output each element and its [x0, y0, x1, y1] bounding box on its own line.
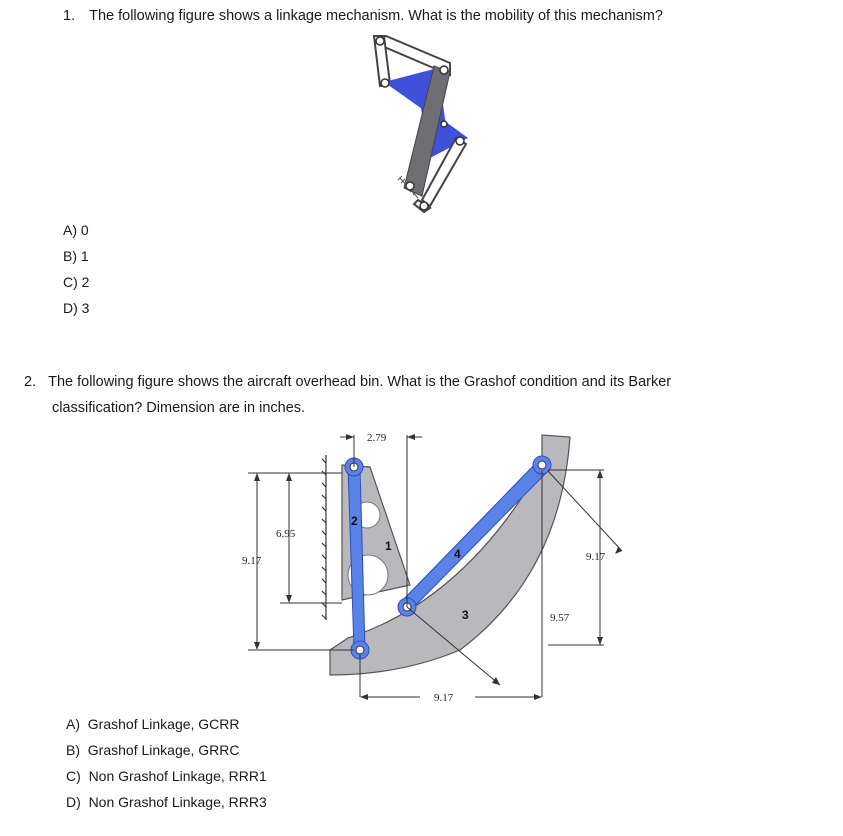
ground-hatch-wall: [322, 455, 326, 620]
link-label-1: 1: [385, 539, 392, 553]
question-1-prompt: The following figure shows a linkage mechanism. What is the mobility of this mechanism?: [89, 8, 663, 24]
dim-bottom: 9.17: [434, 692, 454, 704]
question-2-prompt-line1: The following figure shows the aircraft overhead bin. What is the Grashof condition and its Barker: [48, 374, 672, 390]
link-label-2: 2: [351, 514, 358, 528]
dim-left-inner: 6.95: [276, 528, 296, 540]
dim-left-outer: 9.17: [242, 555, 262, 567]
q2-option-b-letter: B): [66, 742, 80, 758]
question-2-text-line1: [24, 374, 671, 390]
q2-option-d-letter: D): [66, 794, 81, 810]
aircraft-overhead-bin-figure: [230, 425, 650, 715]
link-label-3: 3: [462, 608, 469, 622]
question-2-prompt-line2: classification? Dimension are in inches.: [52, 400, 306, 416]
q2-option-a[interactable]: [66, 716, 267, 742]
q2-option-b-text: Grashof Linkage, GRRC: [87, 742, 240, 758]
q2-option-b[interactable]: [66, 742, 267, 768]
question-1-options: [63, 222, 89, 326]
q2-option-d[interactable]: [66, 794, 267, 820]
question-2-number: 2.: [24, 374, 37, 390]
q1-option-a[interactable]: A) 0: [63, 222, 89, 238]
q1-option-b[interactable]: B) 1: [63, 248, 89, 264]
q2-option-a-letter: A): [66, 716, 80, 732]
q2-option-d-text: Non Grashof Linkage, RRR3: [88, 794, 267, 810]
q1-option-c[interactable]: C) 2: [63, 274, 90, 290]
link-label-4: 4: [454, 547, 461, 561]
dim-right-upper: 9.17: [586, 551, 606, 563]
q1-option-d[interactable]: D) 3: [63, 300, 90, 316]
linkage-mechanism-figure: [350, 28, 480, 218]
dim-right-lower: 9.57: [550, 612, 570, 624]
q2-option-c-text: Non Grashof Linkage, RRR1: [88, 768, 267, 784]
q2-option-c-letter: C): [66, 768, 81, 784]
q2-option-a-text: Grashof Linkage, GCRR: [87, 716, 240, 732]
q2-option-c[interactable]: [66, 768, 267, 794]
question-1-text: [63, 8, 663, 24]
dim-top: 2.79: [367, 432, 387, 444]
question-2-options: [66, 716, 267, 820]
question-1-number: 1.: [63, 8, 76, 24]
